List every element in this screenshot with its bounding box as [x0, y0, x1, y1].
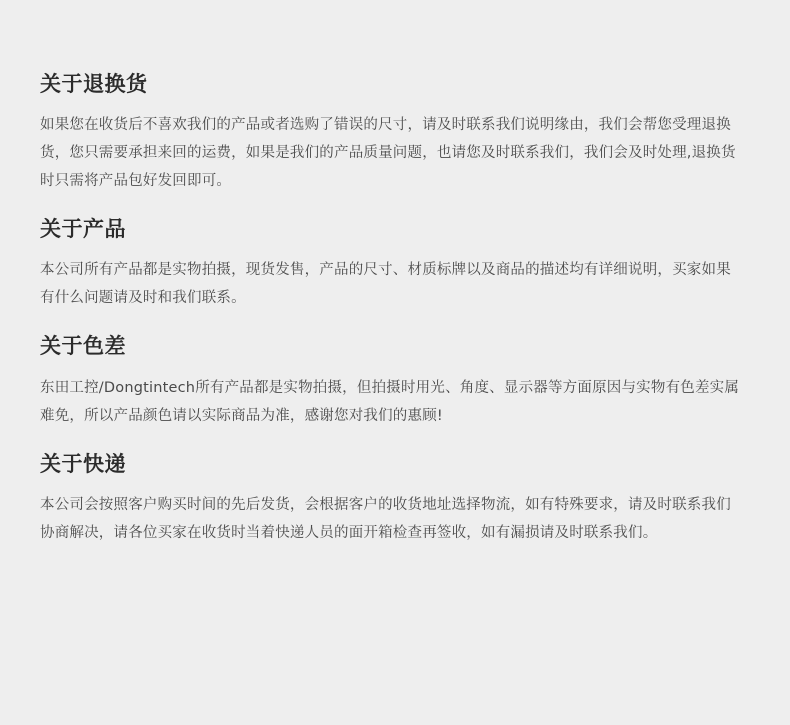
section-product-title: 关于产品: [40, 217, 126, 242]
section-color-body: 东田工控/Dongtintech所有产品都是实物拍摄，但拍摄时用光、角度、显示器等方面原因与实物有色差实属难免，所以产品颜色请以实际商品为准，感谢您对我们的惠顾!: [40, 379, 740, 424]
section-express-body: 本公司会按照客户购买时间的先后发货，会根据客户的收货地址选择物流，如有特殊要求，请及时联系我们协商解决，请各位买家在收货时当着快递人员的面开箱检查再签收，如有漏损请及时联系我们。: [40, 496, 731, 541]
section-product: [40, 217, 750, 312]
section-express: [40, 452, 750, 547]
section-express-title: 关于快递: [40, 451, 126, 476]
section-returns-body: 如果您在收货后不喜欢我们的产品或者选购了错误的尺寸，请及时联系我们说明缘由，我们会帮您受理退换货，您只需要承担来回的运费，如果是我们的产品质量问题，也请您及时联系我们，我们会及时处理,退换货时只需将产品包好发回即可。: [40, 117, 736, 190]
section-returns-title: 关于退换货: [40, 72, 148, 96]
section-color: [40, 334, 750, 429]
section-product-body: 本公司所有产品都是实物拍摄，现货发售，产品的尺寸、材质标牌以及商品的描述均有详细说明，买家如果有什么问题请及时和我们联系。: [40, 262, 731, 307]
section-color-title: 关于色差: [40, 334, 126, 359]
section-returns: [40, 72, 750, 195]
